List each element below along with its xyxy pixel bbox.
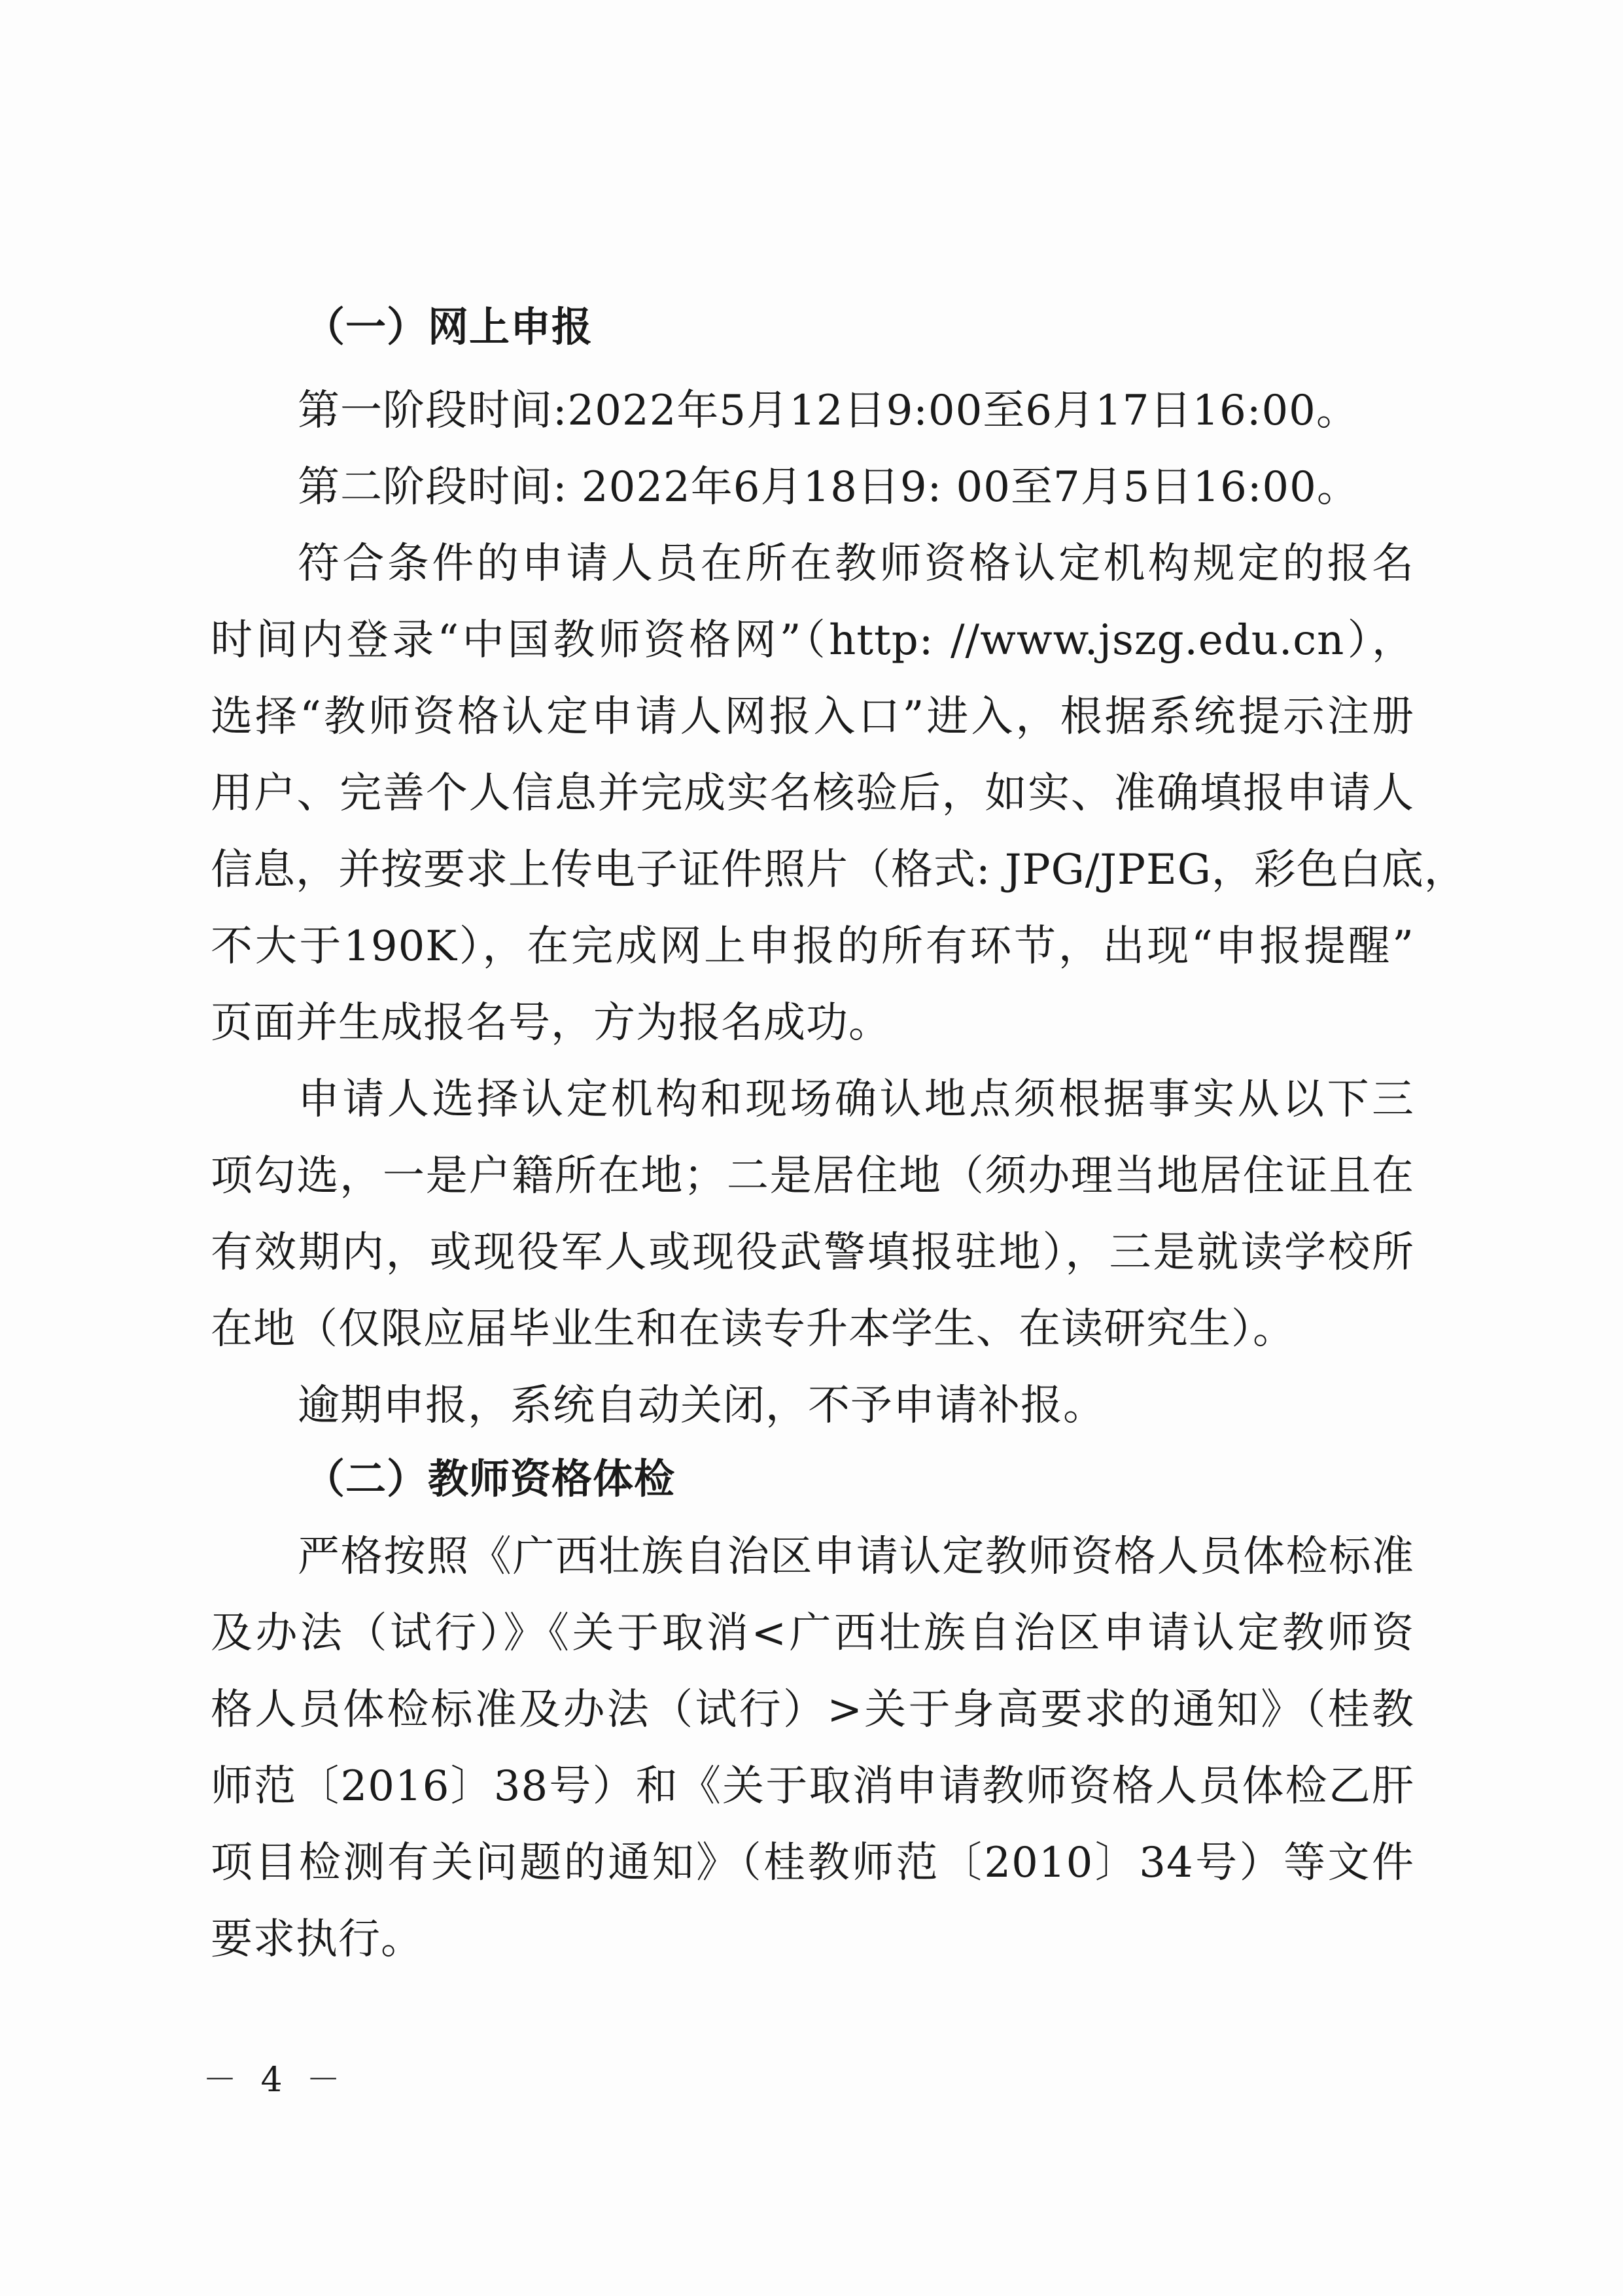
paragraph-line: 项目检测有关问题的通知》（桂教师范〔2010〕34号）等文件 — [211, 1839, 1414, 1887]
paragraph-line: 要求执行。 — [211, 1915, 423, 1964]
section-heading-online-application: （一）网上申报 — [304, 303, 593, 351]
section-heading-physical-exam: （二）教师资格体检 — [304, 1455, 676, 1503]
paragraph-line: 时间内登录“中国教师资格网”（http: //www.jszg.edu.cn）， — [211, 616, 1414, 665]
paragraph-line: 第二阶段时间: 2022年6月18日9: 00至7月5日16:00。 — [298, 463, 1359, 512]
paragraph-line: 选择“教师资格认定申请人网报入口”进入，根据系统提示注册 — [211, 693, 1414, 741]
paragraph-line: 格人员体检标准及办法（试行）>关于身高要求的通知》（桂教 — [211, 1686, 1414, 1734]
paragraph-line: 符合条件的申请人员在所在教师资格认定机构规定的报名 — [298, 540, 1414, 588]
paragraph-line: 在地（仅限应届毕业生和在读专升本学生、在读研究生）。 — [211, 1305, 1295, 1353]
paragraph-line: 及办法（试行）》《关于取消<广西壮族自治区申请认定教师资 — [211, 1609, 1414, 1658]
paragraph-line: 严格按照《广西壮族自治区申请认定教师资格人员体检标准 — [298, 1533, 1414, 1581]
paragraph-line: 逾期申报，系统自动关闭，不予申请补报。 — [298, 1382, 1106, 1430]
paragraph-line: 信息，并按要求上传电子证件照片（格式: JPG/JPEG，彩色白底， — [211, 846, 1467, 894]
paragraph-line: 页面并生成报名号，方为报名成功。 — [211, 999, 891, 1047]
paragraph-line: 第一阶段时间:2022年5月12日9:00至6月17日16:00。 — [298, 387, 1359, 435]
paragraph-line: 申请人选择认定机构和现场确认地点须根据事实从以下三 — [298, 1075, 1414, 1124]
paragraph-line: 不大于190K），在完成网上申报的所有环节，出现“申报提醒” — [211, 922, 1414, 971]
paragraph-line: 有效期内，或现役军人或现役武警填报驻地），三是就读学校所 — [211, 1228, 1414, 1277]
paragraph-line: 师范〔2016〕38号）和《关于取消申请教师资格人员体检乙肝 — [211, 1762, 1414, 1811]
paragraph-line: 项勾选，一是户籍所在地；二是居住地（须办理当地居住证且在 — [211, 1152, 1414, 1200]
paragraph-line: 用户、完善个人信息并完成实名核验后，如实、准确填报申请人 — [211, 769, 1414, 818]
page-number: － 4 － — [203, 2061, 347, 2100]
